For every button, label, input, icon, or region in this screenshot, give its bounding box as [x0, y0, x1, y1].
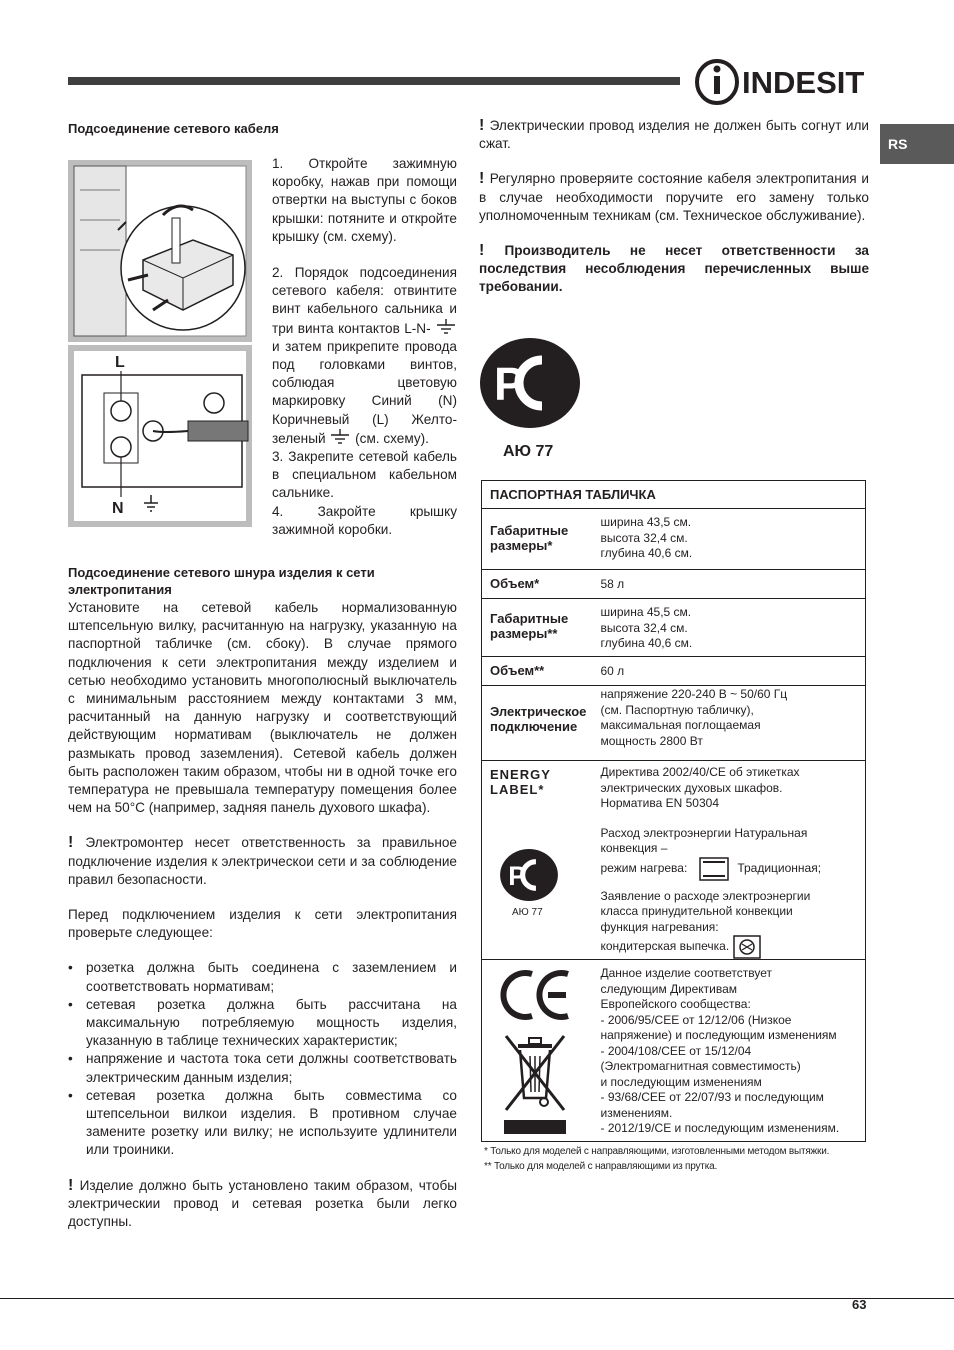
row-vol2-value: 60 л — [599, 657, 866, 686]
connection-steps — [272, 155, 457, 539]
paragraph-access: ! Изделие должно быть установлено таким образом, чтобы электрическии провод и сетевая розетка были легко доступны. — [68, 1176, 458, 1230]
right-column-warnings — [479, 117, 869, 297]
warning-cable-bend: ! Электрическии провод изделия не должен быть согнут или сжат. — [479, 117, 869, 152]
row-dims1-label: Габаритные размеры* — [482, 509, 599, 570]
row-vol1-label: Объем* — [482, 570, 599, 599]
list-item: • сетевая розетка должна быть рассчитана на максимальную потребляемую мощность изделия, указанную в таблице технических характеристик; — [68, 996, 457, 1051]
section-heading-cable: Подсоединение сетевого кабеля — [68, 121, 279, 136]
left-column-text — [68, 564, 457, 1231]
paragraph-electrician: ! Электромонтер несет ответственность за правильное подключение изделия к электрическои сети и за соблюдение правил безопасности. — [68, 834, 457, 887]
row-vol1-value: 58 л — [599, 570, 866, 599]
step-3: 3. Закрепите сетевой кабель в специальном кабельном сальнике. — [272, 449, 457, 501]
svg-text:P: P — [494, 358, 525, 410]
indesit-logo — [694, 56, 872, 106]
svg-text:INDESIT: INDESIT — [742, 65, 865, 100]
table-footnotes — [484, 1144, 829, 1174]
label-N: N — [112, 500, 124, 517]
cert-code-small: АЮ 77 — [512, 907, 543, 918]
warning-liability: ! Производитель не несет ответственности за последствия несоблюдения перечисленных выше требовании. — [479, 242, 869, 295]
list-item: • сетевая розетка должна быть совместима со штепсельнои вилкои изделия. В противном случае замените розетку или вилку; не используите удлинители или троиники. — [68, 1087, 457, 1160]
pct-certification-mark — [480, 338, 580, 428]
row-dims2-values: ширина 45,5 см. высота 32,4 см. глубина 40,6 см. — [599, 599, 866, 657]
section-heading-mains: Подсоединение сетевого шнура изделия к сети электропитания — [68, 565, 375, 597]
table-title: ПАСПОРТНАЯ ТАБЛИЧКА — [482, 481, 866, 509]
ground-icon — [329, 429, 351, 445]
svg-text:P: P — [508, 860, 527, 891]
warning-inspect: ! Регулярно проверяите состояние кабеля электропитания и в случае необходимости поручите его замену только уполномоченным техникам (см. Техническое обслуживание). — [479, 170, 869, 223]
header-bar — [68, 77, 680, 85]
rating-plate-table — [481, 480, 866, 1142]
ce-mark-icon — [500, 968, 572, 1022]
label-L: L — [115, 354, 125, 371]
row-energy-label: ENERGY LABEL* P АЮ 77 — [482, 761, 599, 960]
ground-icon — [435, 319, 457, 335]
step-4: 4. Закройте крышку зажимной коробки. — [272, 503, 457, 537]
wiring-diagram — [68, 345, 252, 527]
pct-mark-small — [496, 849, 562, 901]
row-dims1-values: ширина 43,5 см. высота 32,4 см. глубина 40,6 см. — [599, 509, 866, 570]
row-energy-values: Директива 2002/40/CE об этикетках электрических духовых шкафов. Норматива EN 50304 Расход электроэнергии Натуральная конвекция – режим нагрева: Традиционная; Заявление о расходе электроэнергии класса принудительной конвекции функция нагревания: кондитерская выпечка. — [599, 761, 866, 960]
page-number: 63 — [852, 1297, 867, 1312]
step-1: 1. Откройте зажимную коробку, нажав при помощи отвертки на выступы с боков крышки: потяните и откройте крышку (см. схему). — [272, 156, 457, 244]
row-vol2-label: Объем** — [482, 657, 599, 686]
paragraph-check: Перед подключением изделия к сети электропитания проверьте следующее: — [68, 907, 457, 941]
row-elec-values: напряжение 220-240 В ~ 50/60 Гц (см. Паспортную табличку), максимальная поглощаемая мощность 2800 Вт — [599, 686, 866, 761]
conventional-mode-icon — [699, 857, 729, 881]
pastry-mode-icon — [733, 935, 761, 959]
language-tab: RS — [880, 124, 954, 164]
row-ce-values: Данное изделие соответствует следующим Директивам Европейского сообщества: - 2006/95/CEE от 12/12/06 (Низкое напряжение) и последующим изменениям - 2004/108/CEE от 15/12/04 (Электромагнитная совместимость) и последующим изменениям - 93/68/CEE от 22/07/93 и последующим изменениям. - 2012/19/CE и последующим изменениям. — [599, 960, 866, 1142]
row-dims2-label: Габаритные размеры** — [482, 599, 599, 657]
list-item: • напряжение и частота тока сети должны соответствовать электрическим данным изделия; — [68, 1050, 457, 1086]
ce-weee-marks — [482, 960, 599, 1142]
weee-bin-icon — [500, 1028, 570, 1138]
paragraph-plug: Установите на сетевой кабель нормализованную штепсельную вилку, расчитанную на нагрузку, указанную на паспортной табличке (см. сбоку). В случае прямого подключения к сети электропитания между изделием и сетью необходимо установить многополюсный выключатель с минимальным расстоянием между контактами 3 мм, расчитанный на данную нагрузку и соответствующий действующим нормативам (выключатель не должен размыкать провод заземления). Сетевой кабель должен быть расположен таким образом, чтобы ни в одной точке его температура не превышала температуру помещения более чем на 50°C (например, задняя панель духового шкафа). — [68, 600, 457, 816]
checklist — [68, 959, 457, 1159]
footer-rule — [0, 1298, 954, 1299]
footnote-2: ** Только для моделей с направляющими из прутка. — [484, 1161, 718, 1172]
list-item: • розетка должна быть соединена с заземлением и соответствовать нормативам; — [68, 959, 457, 995]
terminal-box-illustration — [68, 160, 252, 342]
step-2: 2. Порядок подсоединения сетевого кабеля: отвинтите винт кабельного сальника и три винта контактов L-N- и затем прикрепите провода под головками винтов, соблюдая цветовую маркировку Синий (N) Коричневый (L) Желто-зеленый (см. схему). — [272, 265, 457, 446]
cert-code: АЮ 77 — [503, 443, 554, 460]
footnote-1: * Только для моделей с направляющими, изготовленными методом вытяжки. — [484, 1146, 830, 1157]
row-elec-label: Электрическое подключение — [482, 686, 599, 761]
